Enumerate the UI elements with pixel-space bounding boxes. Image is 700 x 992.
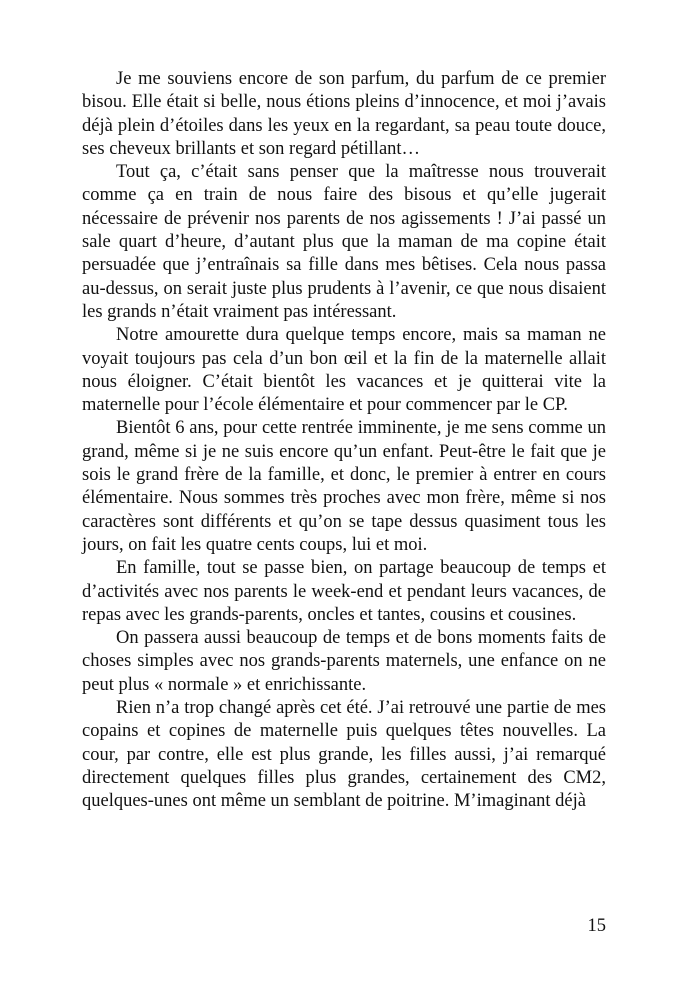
paragraph-4: Bientôt 6 ans, pour cette rentrée imminente, je me sens comme un grand, même si je ne suis encore qu’un enfant. Peut-être le fait que je sois le grand frère de la famille, et donc, le premier à entrer en cours élémentaire. Nous sommes très proches avec mon frère, même si nos caractères sont différents et qu’on se tape dessus quasiment tous les jours, on fait les quatre cents coups, lui et moi. [82, 418, 606, 555]
paragraph-1: Je me souviens encore de son parfum, du parfum de ce premier bisou. Elle était si belle, nous étions pleins d’innocence, et moi j’avais déjà plein d’étoiles dans les yeux en la regardant, sa peau toute douce, ses cheveux brillants et son regard pétillant… [82, 69, 606, 159]
body-text [82, 68, 606, 814]
paragraph-3: Notre amourette dura quelque temps encore, mais sa maman ne voyait toujours pas cela d’un bon œil et la fin de la maternelle allait nous éloigner. C’était bientôt les vacances et je quitterai vite la maternelle pour l’école élémentaire et pour commencer par le CP. [82, 325, 606, 416]
paragraph-7: Rien n’a trop changé après cet été. J’ai retrouvé une partie de mes copains et copines de maternelle puis quelques têtes nouvelles. La cour, par contre, elle est plus grande, les filles aussi, j’ai remarqué directement quelques filles plus grandes, certainement des CM2, quelques-unes ont même un semblant de poitrine. M’imaginant déjà [82, 698, 606, 812]
paragraph-6: On passera aussi beaucoup de temps et de bons moments faits de choses simples avec nos grands-parents maternels, une enfance on ne peut plus « normale » et enrichissante. [82, 628, 606, 695]
page-number: 15 [587, 916, 606, 936]
paragraph-5: En famille, tout se passe bien, on partage beaucoup de temps et d’activités avec nos parents le week-end et pendant leurs vacances, de repas avec les grands-parents, oncles et tantes, cousins et cousines. [82, 558, 606, 625]
paragraph-2: Tout ça, c’était sans penser que la maîtresse nous trouverait comme ça en train de nous faire des bisous et qu’elle jugerait nécessaire de prévenir nos parents de nos agissements ! J’ai passé un sale quart d’heure, d’autant plus que la maman de ma copine était persuadée que j’entraînais sa fille dans mes bêtises. Cela nous passa au-dessus, on serait juste plus prudents à l’avenir, ce que nous disaient les grands n’était vraiment pas intéressant. [82, 162, 606, 322]
